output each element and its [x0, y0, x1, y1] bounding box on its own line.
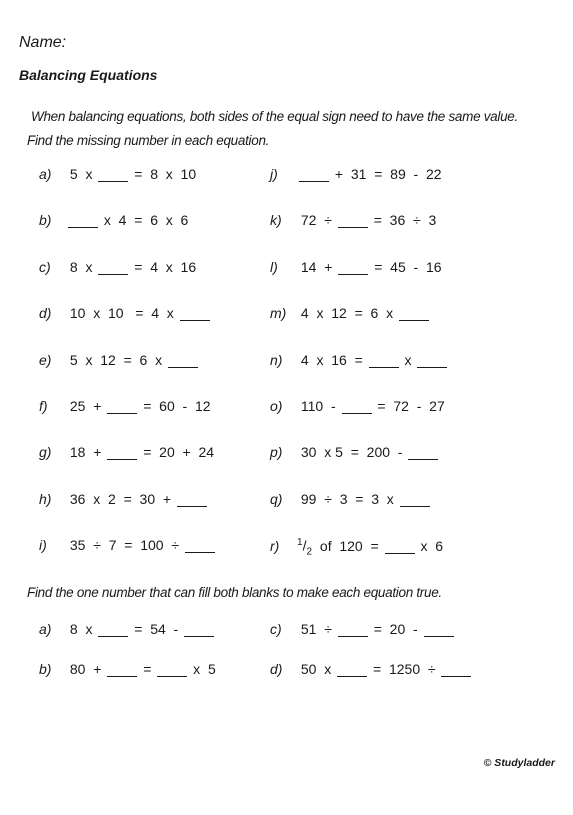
equation [297, 352, 449, 368]
equation [297, 444, 440, 460]
answer-blank[interactable] [417, 366, 447, 368]
problem-label: n) [270, 351, 283, 368]
equation-text: 110 - [297, 398, 340, 414]
answer-blank[interactable] [177, 505, 207, 507]
equation-text: 18 + [66, 444, 106, 461]
equation [297, 259, 445, 275]
equation-text: 25 + [66, 398, 106, 414]
equation-row [270, 537, 447, 557]
equation-row [39, 259, 200, 275]
fraction-one-half: $^1/_2$ [297, 537, 313, 558]
answer-blank[interactable] [184, 635, 214, 637]
answer-blank[interactable] [185, 551, 215, 553]
equation-text: 30 x 5 = 200 - [297, 444, 407, 461]
equation-row [39, 621, 216, 637]
equation-text: = 36 ÷ 3 [369, 212, 441, 229]
equation [66, 398, 214, 414]
equation [66, 491, 209, 507]
problem-label: c) [39, 258, 51, 275]
equation-row [270, 259, 445, 275]
copyright-footer: © Studyladder [483, 757, 555, 769]
equation [66, 621, 216, 637]
problem-label: f) [39, 398, 48, 414]
problem-label: h) [39, 490, 52, 507]
equation [66, 166, 200, 182]
equation-text: = 54 - [130, 621, 183, 637]
problem-label: o) [270, 398, 283, 414]
equation-text: 35 ÷ 7 = 100 ÷ [66, 537, 183, 554]
equation-row [270, 166, 445, 182]
problem-label: m) [270, 305, 287, 322]
equation-text: 4 x 12 = 6 x [297, 305, 397, 322]
answer-blank[interactable] [68, 226, 98, 228]
problem-label: l) [270, 258, 278, 275]
equation-row [270, 398, 449, 414]
equation [297, 661, 473, 677]
equation-row [270, 444, 440, 460]
instruction-line-2: Find the missing number in each equation. [27, 133, 270, 148]
name-label: Name: [19, 34, 67, 51]
answer-blank[interactable] [338, 273, 368, 275]
answer-blank[interactable] [107, 458, 137, 460]
equation [297, 305, 431, 321]
equation [66, 444, 218, 460]
equation-text: = 1250 ÷ [369, 661, 440, 677]
equation-text: = 45 - 16 [370, 258, 446, 275]
problem-label: b) [39, 212, 52, 229]
instruction-section-2: Find the one number that can fill both blanks to make each equation true. [27, 585, 442, 600]
equation [297, 166, 445, 182]
equation-text: = 4 x 16 [130, 258, 201, 275]
equation-text: x 6 [416, 537, 447, 554]
problem-label: e) [39, 351, 52, 368]
equation-text: 72 ÷ [297, 212, 336, 229]
problem-label: r) [270, 537, 280, 554]
equation-row [270, 661, 473, 677]
equation-row [270, 491, 432, 507]
answer-blank[interactable] [157, 675, 187, 677]
answer-blank[interactable] [399, 319, 429, 321]
problem-label: b) [39, 661, 52, 677]
answer-blank[interactable] [338, 635, 368, 637]
answer-blank[interactable] [408, 458, 438, 460]
answer-blank[interactable] [400, 505, 430, 507]
equation [297, 491, 432, 507]
problem-label: q) [270, 490, 283, 507]
equation-text: 14 + [297, 258, 337, 275]
equation-text: = 72 - 27 [373, 398, 449, 414]
equation [297, 537, 447, 557]
equation-row [270, 212, 440, 228]
equation [66, 305, 212, 321]
answer-blank[interactable] [338, 226, 368, 228]
equation-text: x 4 = 6 x 6 [100, 212, 193, 229]
equation [66, 212, 192, 228]
answer-blank[interactable] [369, 366, 399, 368]
equation-row [39, 212, 192, 228]
problem-label: c) [270, 621, 282, 637]
equation-text: + 31 = 89 - 22 [331, 166, 446, 182]
answer-blank[interactable] [98, 273, 128, 275]
problem-label: a) [39, 166, 52, 182]
equation-text: 10 x 10 = 4 x [66, 305, 178, 322]
equation [297, 212, 440, 228]
equation-text: = 60 - 12 [139, 398, 215, 414]
equation-text: 8 x [66, 621, 97, 637]
answer-blank[interactable] [168, 366, 198, 368]
equation-row [39, 352, 200, 368]
problem-label: a) [39, 621, 52, 637]
equation-text: 51 ÷ [297, 621, 336, 637]
answer-blank[interactable] [107, 412, 137, 414]
worksheet-title: Balancing Equations [19, 67, 158, 83]
equation-text: = 20 - [369, 621, 422, 637]
problem-label: j) [270, 166, 278, 182]
equation-text: 50 x [297, 661, 336, 677]
problem-label: i) [39, 537, 47, 554]
answer-blank[interactable] [342, 412, 372, 414]
equation-row [39, 398, 214, 414]
answer-blank[interactable] [299, 180, 329, 182]
equation-text: 80 + [66, 661, 106, 677]
equation-text: 5 x [66, 166, 97, 182]
equation-row [39, 444, 218, 460]
answer-blank[interactable] [337, 675, 367, 677]
equation-text: = 20 + 24 [139, 444, 218, 461]
equation-text: x 5 [189, 661, 220, 677]
problem-label: d) [39, 305, 52, 322]
equation-text: of 120 = [316, 537, 383, 554]
equation [66, 537, 217, 553]
equation-row [39, 305, 212, 321]
equation-text: 5 x 12 = 6 x [66, 351, 166, 368]
equation-text: = 8 x 10 [130, 166, 201, 182]
instruction-line-1: When balancing equations, both sides of the equal sign need to have the same value. [31, 109, 518, 124]
answer-blank[interactable] [98, 180, 128, 182]
problem-label: k) [270, 212, 282, 229]
answer-blank[interactable] [385, 552, 415, 554]
equation-text: 8 x [66, 258, 97, 275]
equation-row [270, 352, 449, 368]
equation-text: 99 ÷ 3 = 3 x [297, 490, 398, 507]
equation-row [39, 537, 217, 553]
problem-label: d) [270, 661, 283, 677]
equation-row [39, 661, 220, 677]
equation-text: 36 x 2 = 30 + [66, 490, 175, 507]
answer-blank[interactable] [441, 675, 471, 677]
problem-label: g) [39, 444, 52, 461]
equation-row [270, 621, 456, 637]
equation-row [39, 491, 209, 507]
equation [66, 259, 200, 275]
equation [66, 352, 200, 368]
equation [66, 661, 220, 677]
equation-row [270, 305, 431, 321]
equation [297, 621, 456, 637]
equation-text: 4 x 16 = [297, 351, 367, 368]
equation-row [39, 166, 200, 182]
problem-label: p) [270, 444, 283, 461]
answer-blank[interactable] [107, 675, 137, 677]
answer-blank[interactable] [424, 635, 454, 637]
answer-blank[interactable] [98, 635, 128, 637]
answer-blank[interactable] [180, 319, 210, 321]
equation-text: x [400, 351, 416, 368]
equation [297, 398, 449, 414]
equation-text: = [139, 661, 156, 677]
